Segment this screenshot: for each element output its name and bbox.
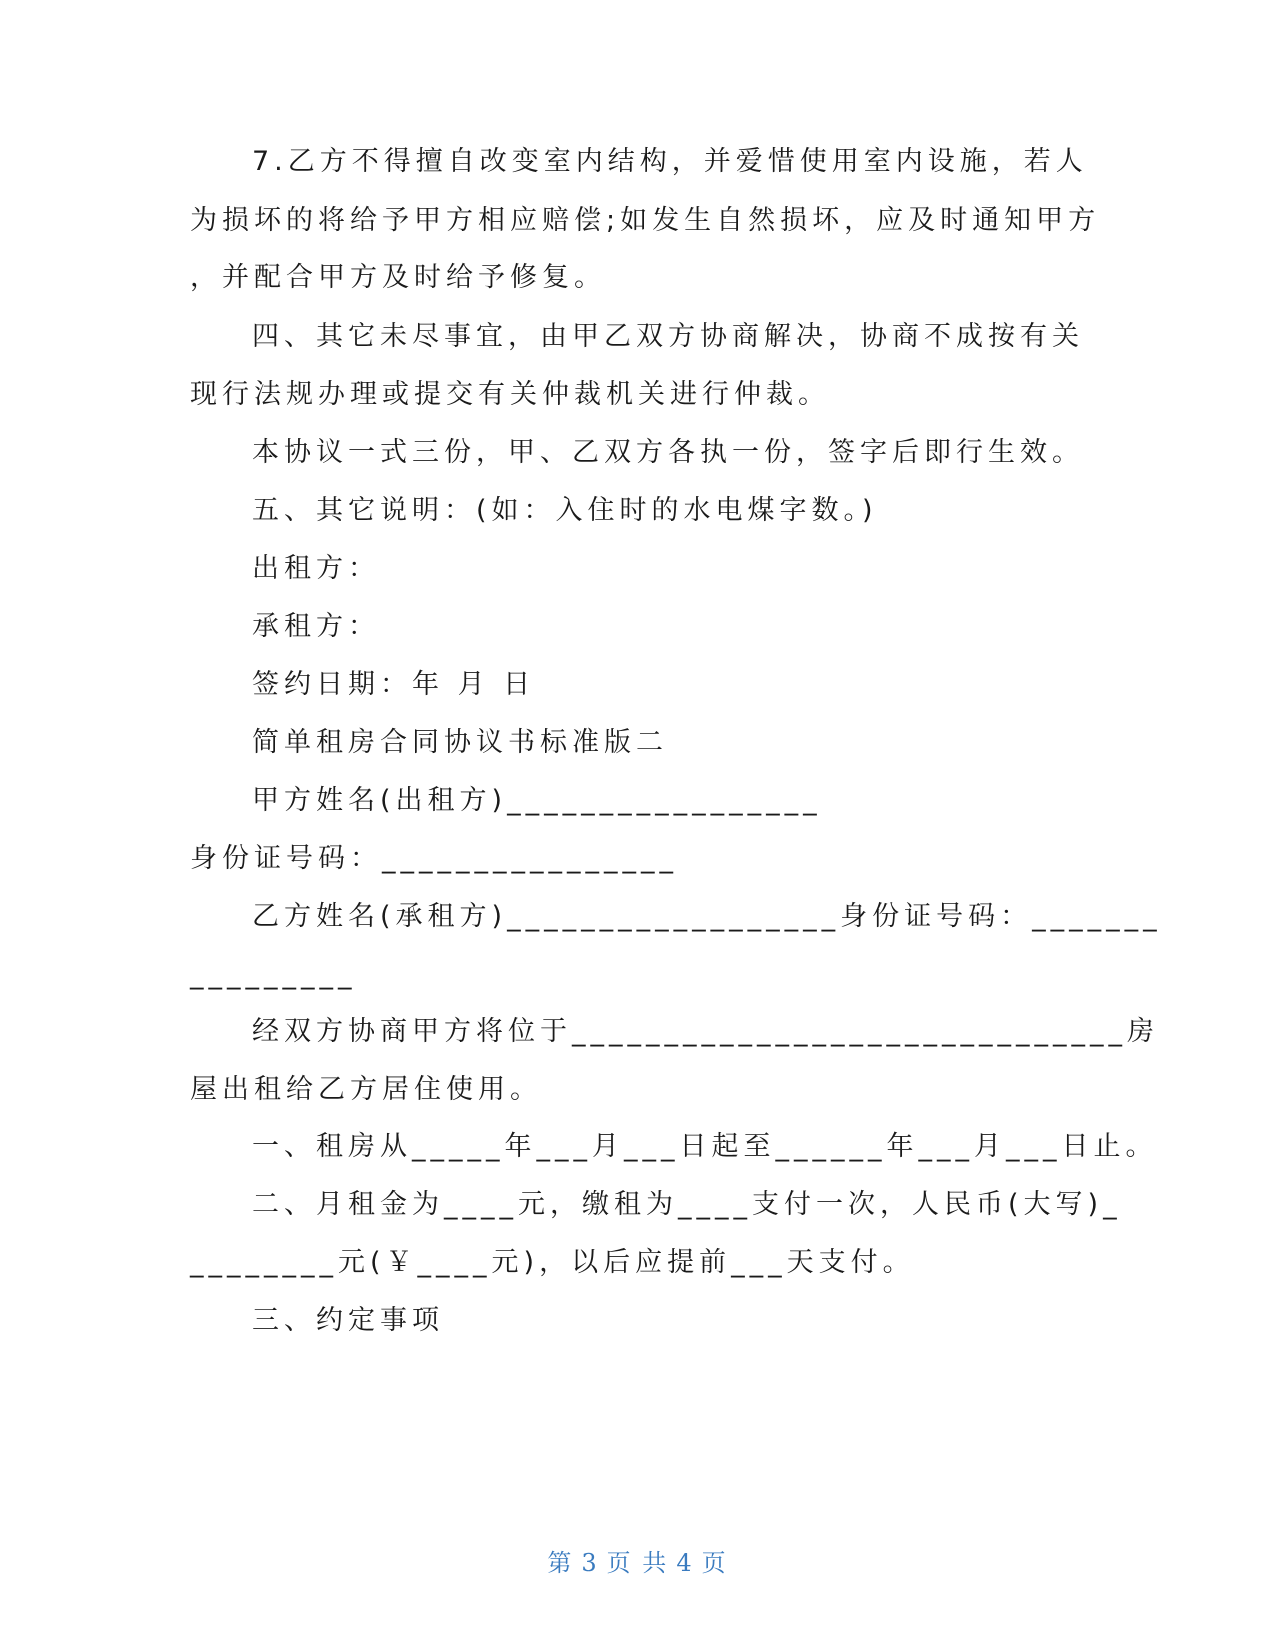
- footer-prefix: 第: [547, 1549, 574, 1577]
- text-line-5: 现行法规办理或提交有关仲裁机关进行仲裁。: [190, 379, 830, 410]
- text-line-2: 为损坏的将给予甲方相应赔偿;如发生自然损坏，应及时通知甲方: [190, 205, 1101, 236]
- section-three-heading: 三、约定事项: [252, 1305, 444, 1336]
- rent-line-continuation: ________元(￥____元)，以后应提前___天支付。: [190, 1247, 915, 1278]
- text-line-6: 本协议一式三份，甲、乙双方各执一份，签字后即行生效。: [252, 437, 1084, 468]
- party-a-name-field: 甲方姓名(出租方)_________________: [252, 785, 822, 816]
- text-line-3: ，并配合甲方及时给予修复。: [190, 262, 606, 293]
- text-line-7: 五、其它说明：(如：入住时的水电煤字数。): [252, 495, 878, 526]
- party-b-name-id-field: 乙方姓名(承租方)__________________身份证号码：_______: [252, 901, 1162, 932]
- footer-page-number: 3: [581, 1549, 599, 1577]
- footer-suffix: 页: [701, 1549, 728, 1577]
- lessor-label: 出租方：: [252, 553, 380, 584]
- text-line-4: 四、其它未尽事宜，由甲乙双方协商解决，协商不成按有关: [252, 321, 1084, 352]
- lease-term-line: 一、租房从_____年___月___日起至______年___月___日止。: [252, 1131, 1158, 1162]
- text-line-16: 经双方协商甲方将位于______________________________房: [252, 1016, 1159, 1047]
- page-footer: [0, 1543, 1275, 1578]
- text-line-17: 屋出租给乙方居住使用。: [190, 1074, 542, 1105]
- text-line-1: 7.乙方不得擅自改变室内结构，并爱惜使用室内设施，若人: [252, 146, 1088, 177]
- section-title: 简单租房合同协议书标准版二: [252, 727, 668, 758]
- party-b-id-continuation: _________: [190, 959, 357, 990]
- footer-middle: 页 共: [606, 1549, 669, 1577]
- sign-date-label: 签约日期：年 月 日: [252, 669, 536, 700]
- party-a-id-field: 身份证号码：________________: [190, 843, 678, 874]
- lessee-label: 承租方：: [252, 611, 380, 642]
- footer-total-pages: 4: [676, 1549, 694, 1577]
- rent-line: 二、月租金为____元，缴租为____支付一次，人民币(大写)_: [252, 1189, 1122, 1220]
